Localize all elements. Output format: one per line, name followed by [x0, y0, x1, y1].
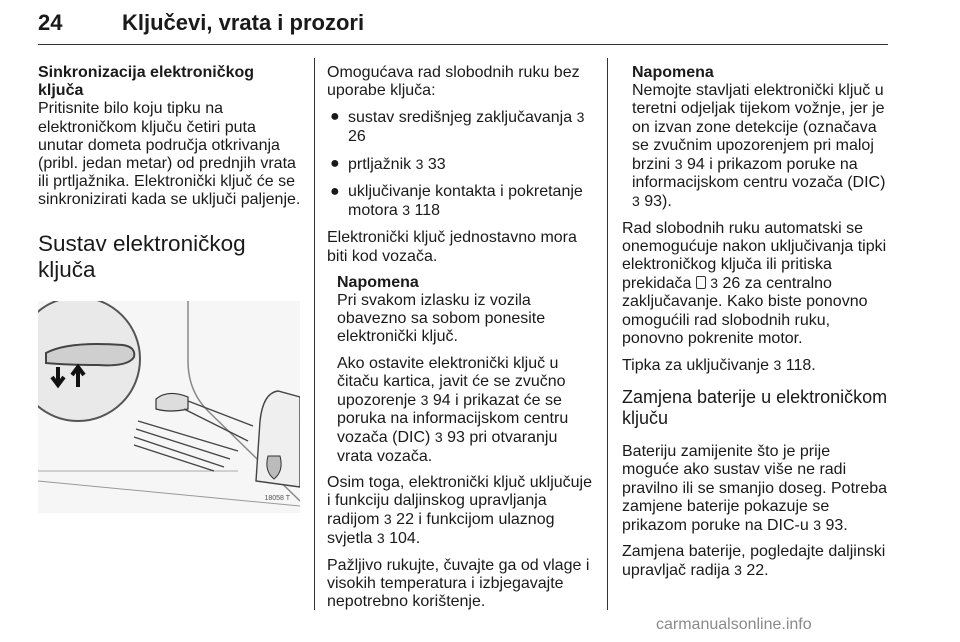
page-ref-icon: 3: [402, 202, 411, 219]
page-ref-icon: 3: [415, 155, 424, 172]
column-divider-1: [314, 58, 315, 610]
column-divider-2: [607, 58, 608, 610]
page-ref-icon: 3: [420, 392, 429, 409]
chapter-title: Ključevi, vrata i prozori: [122, 10, 365, 35]
page-ref-icon: 3: [632, 193, 640, 210]
page-ref-icon: 3: [710, 275, 719, 292]
paragraph-care: Pažljivo rukujte, čuvajte ga od vlage i visokih temperatura i izbjegavajte nepotrebno korištenje.: [327, 556, 590, 611]
page-ref-icon: 3: [383, 511, 392, 528]
figure-code: 18058 T: [264, 495, 290, 503]
note-text: Pri svakom izlasku iz vozila obavezno sa sobom ponesite elektronički ključ.: [337, 292, 546, 346]
page-ref-icon: 3: [813, 517, 821, 534]
feature-list: [327, 108, 593, 220]
subsection-title: Zamjena baterije u elektroničkom ključu: [622, 387, 888, 429]
note-text-2: Ako ostavite elektronički ključ u čitaču kartica, javit će se zvučno upozorenje 3 94 i prikazat će se poruka na informacijskom centru vozača (DIC) 3 93 pri otvaranju vrata vozača.: [337, 354, 569, 465]
note-block: [632, 64, 888, 212]
page-ref-icon: 3: [773, 357, 782, 374]
paragraph-ignition: Tipka za uključivanje 3 118.: [622, 357, 816, 375]
list-item: ● uključivanje kontakta i pokretanje motora 3 118: [330, 183, 583, 220]
page-ref-icon: 3: [576, 109, 585, 126]
key-system-illustration: [38, 301, 300, 513]
list-item: ● prtljažnik 3 33: [330, 154, 446, 173]
paragraph-battery-ref: Zamjena baterije, pogledajte daljinski upravljač radija 3 22.: [622, 543, 886, 580]
lock-switch-icon: [696, 276, 706, 289]
page-ref: 118: [414, 202, 441, 220]
subheading-sync: Sinkronizacija elektroničkog ključa: [38, 64, 255, 100]
page-number: 24: [38, 10, 63, 35]
page-ref-icon: 3: [376, 530, 385, 547]
list-item: ● sustav središnjeg zaključavanja 3 26: [330, 108, 585, 145]
page-ref: 33: [427, 155, 446, 173]
column-3: [622, 64, 888, 589]
column-1: [38, 64, 302, 513]
page-header: [38, 2, 888, 46]
page-ref-icon: 3: [434, 429, 443, 446]
note-title: Napomena: [337, 273, 419, 291]
list-item-text: prtljažnik: [348, 155, 412, 173]
paragraph-remote: Osim toga, elektronički ključ uključuje i funkciju daljinskog upravljanja radijom 3 22 i funkcijom ulaznog svjetla 3 104.: [327, 473, 592, 548]
list-item-text: uključivanje kontakta i pokretanje motora: [348, 183, 583, 220]
page-ref: 26: [348, 127, 366, 145]
intro-paragraph: Omogućava rad slobodnih ruku bez uporabe ključa:: [327, 64, 580, 100]
page-ref-icon: 3: [734, 562, 742, 579]
illustration-drawing: [38, 301, 300, 513]
column-2: [327, 64, 593, 619]
watermark: carmanualsonline.info: [656, 616, 812, 633]
paragraph-battery: Bateriju zamijenite što je prije moguće ako sustav više ne radi pravilno ili se smanjio doseg. Potreba zamjene baterije pokazuje se prikazom poruke na DIC-u 3 93.: [622, 443, 888, 535]
note-block: [337, 274, 593, 466]
paragraph-driver: Elektronički ključ jednostavno mora biti kod vozača.: [327, 229, 577, 265]
paragraph-handsfree: Rad slobodnih ruku automatski se onemogućuje nakon uključivanja tipki elektroničkog ključa ili pritiska prekidača 3 26 za centralno zaključavanje. Kako biste ponovno omogućili rad slobodnih ruku, ponovno pokrenite motor.: [622, 219, 887, 347]
note-title: Napomena: [632, 64, 714, 81]
note-text: Nemojte stavljati elektronički ključ u teretni odjeljak tijekom vožnje, jer je on izvan zone detekcije (označava se zvučnim upozorenjem pri maloj brzini 3 94 i prikazom poruke na informacijskom centru vozača (DIC) 3 93).: [632, 82, 886, 211]
page-ref-icon: 3: [674, 156, 683, 173]
paragraph-sync: Pritisnite bilo koju tipku na elektroničkom ključu četiri puta unutar dometa područja otkrivanja (pribl. jedan metar) od prednjih vrata ili prtljažnika. Elektronički ključ će se sinkronizirati kada se uključi paljenje.: [38, 100, 301, 209]
header-rule: [38, 44, 888, 45]
section-title: Sustav elektroničkog ključa: [38, 230, 246, 282]
list-item-text: sustav središnjeg zaključavanja: [348, 109, 573, 127]
